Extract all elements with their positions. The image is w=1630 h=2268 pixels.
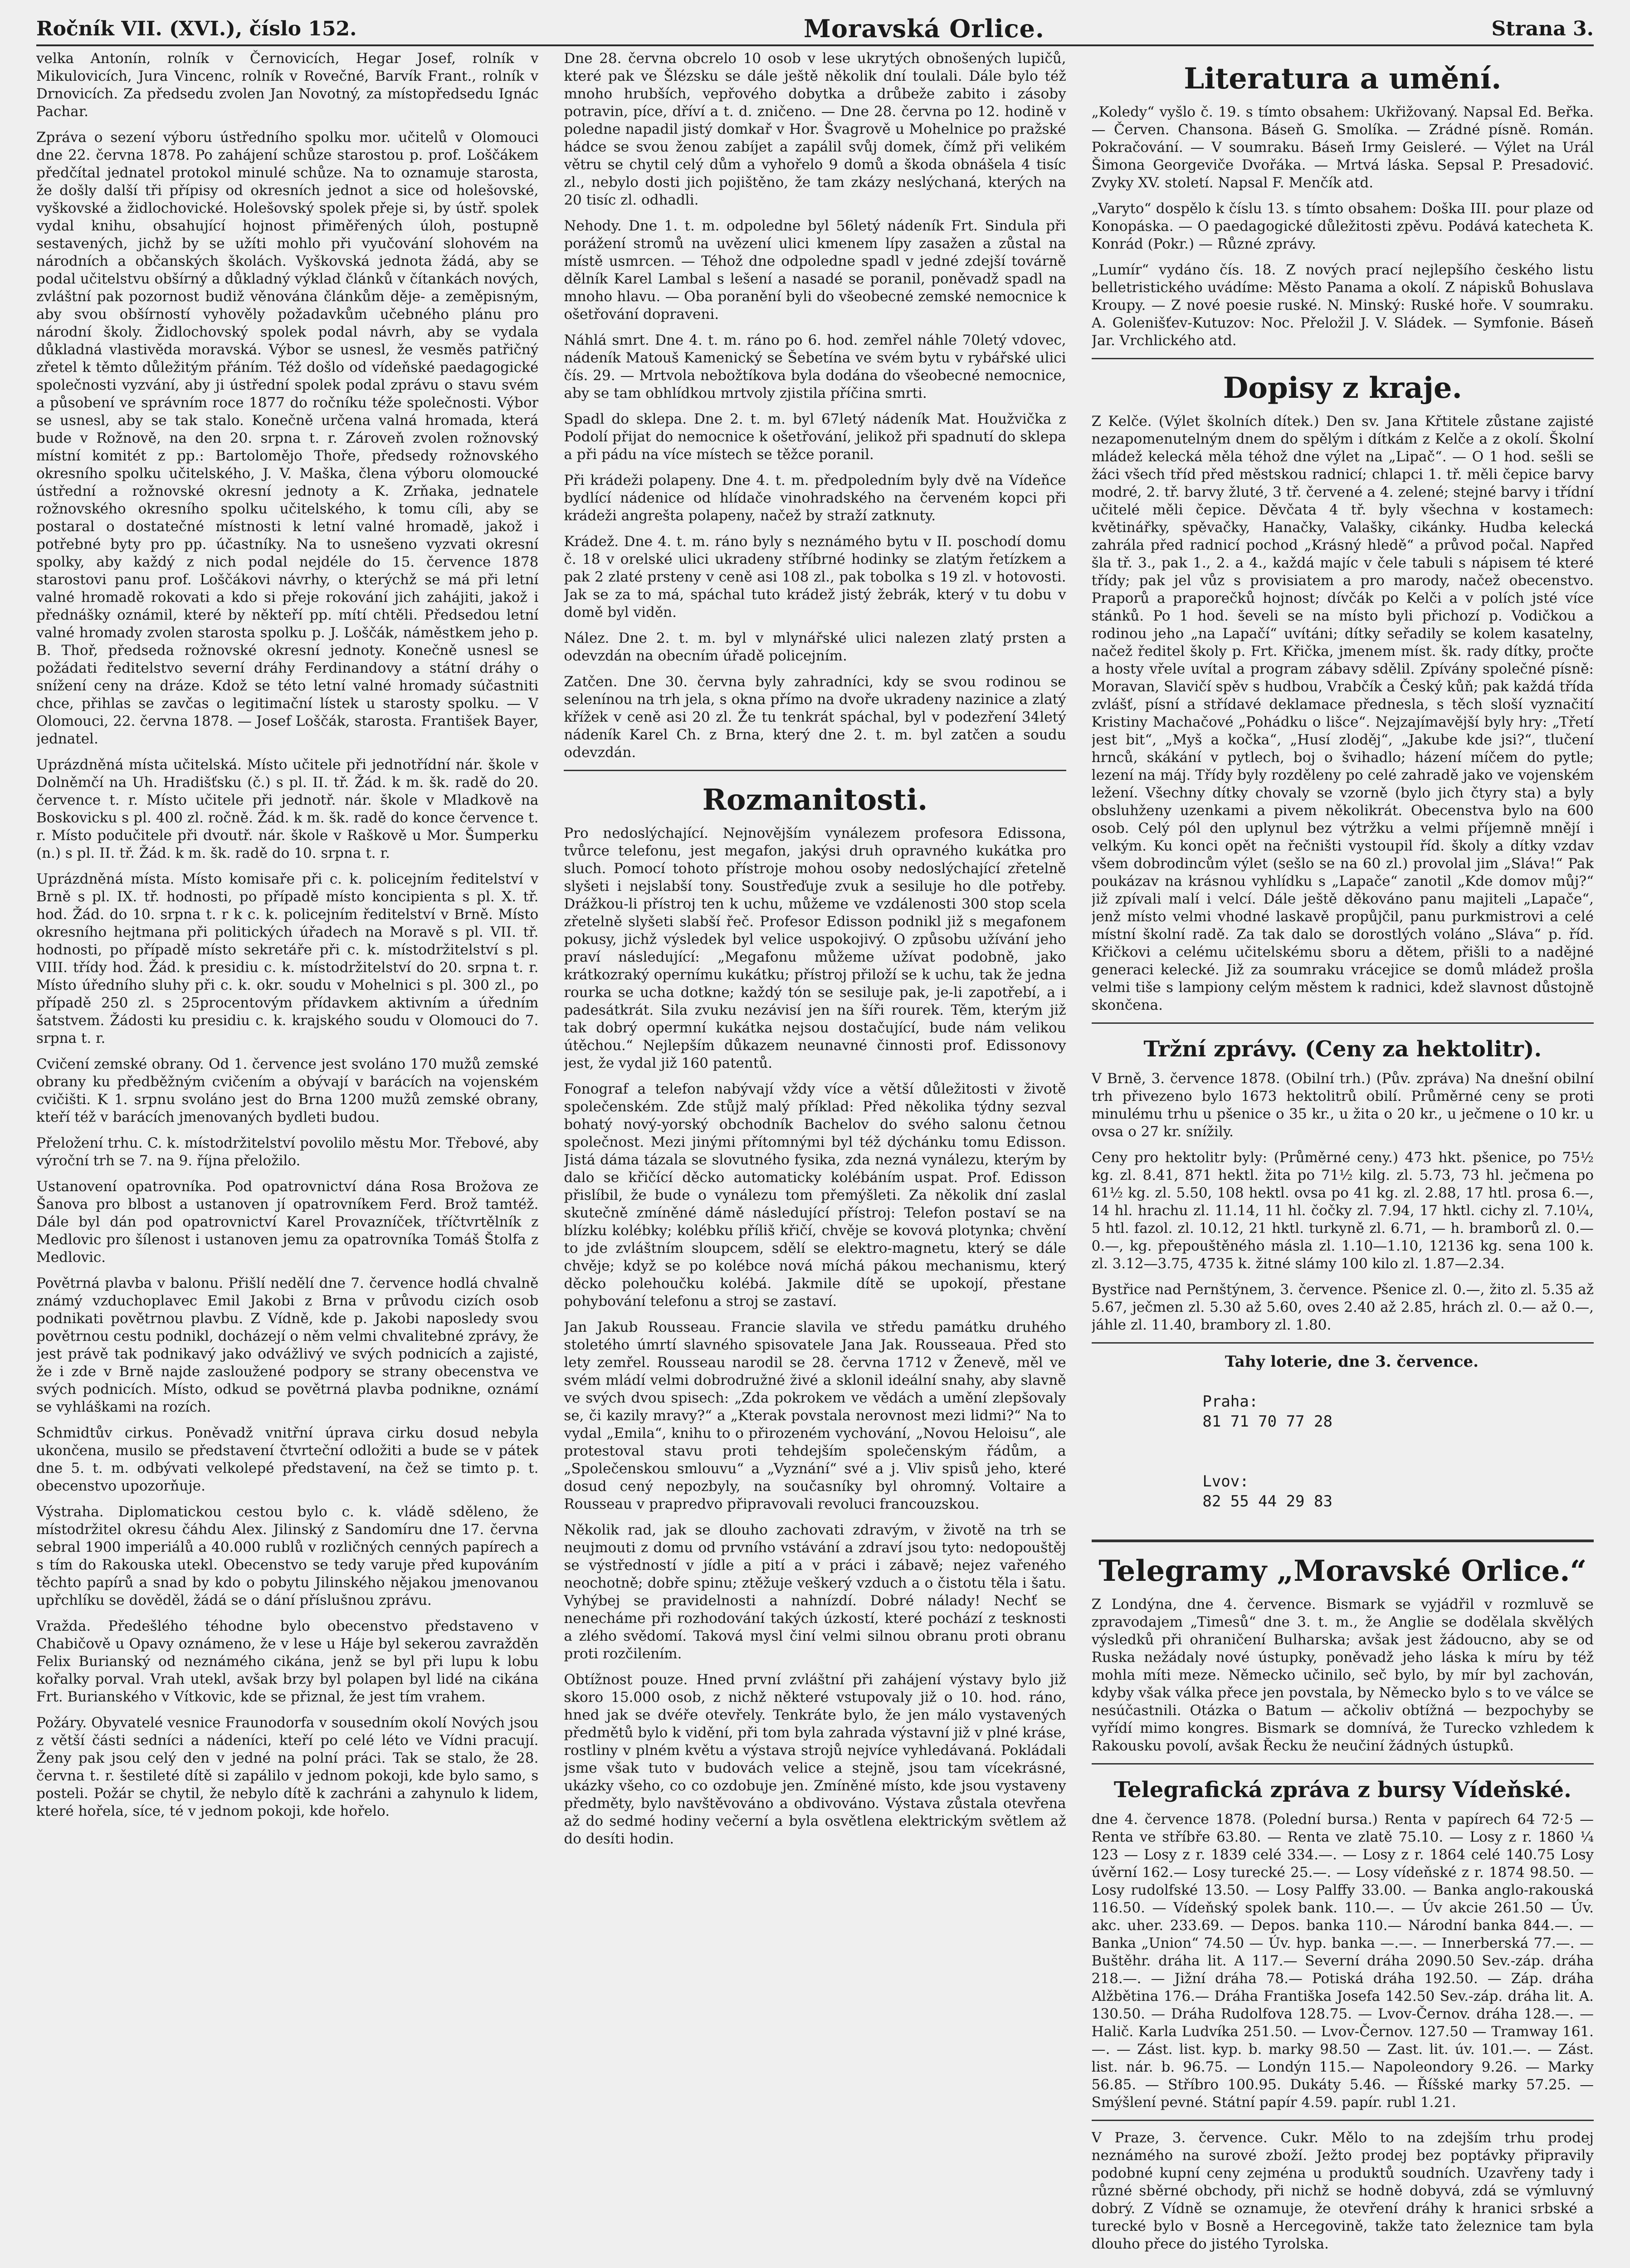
article-paragraph: Výstraha. Diplomatickou cestou bylo c. k. vládě sděleno, že místodržitel okresu čáhdu Alex. Jilinský z Sandomíru dne 17. června sebral 1900 imperiálů a 40.000 rublů v rozličných cenných papírech a s tím do Rakouska utekl. Obecenstvo se tedy varuje před kupováním těchto papírů a snad by kdo o pobytu Jilinského nějakou jmenovanou upřchlíku se dověděl, žádá se o dání příslušnou zprávu. [36,1504,539,1608]
article-paragraph: velka Antonín, rolník v Černovicích, Hegar Josef, rolník v Mikulovicích, Jura Vincenc, rolník v Rovečné, Barvík Frant., rolník v Drnovicích. Za předsedu zvolen Jan Novotný, za místopředsedu Ignác Pachar. [36,50,539,120]
article-paragraph: V Praze, 3. července. Cukr. Mělo to na zdejším trhu prodej neznámého na surové zboží. Ježto prodej bez poptávky připravily podobné kupní ceny zejména u produktů soudních. Uzavřeny tady i různé sběrné obchody, při nichž se hodně dobyvá, zdá se výmluvný dobrý. Z Vídně se oznamuje, že otevření dráhy k hranici srbské a turecké bylo v Bosně a Hercegovině, takže tato železnice tam byla dlouho přece do jistého Tyrolska. [1091,2130,1594,2252]
article-paragraph: Bystřice nad Pernštýnem, 3. července. Pšenice zl. 0.—, žito zl. 5.35 až 5.67, ječmen zl. 5.30 až 5.60, oves 2.40 až 2.85, hrách zl. 0.— až 0.—, jáhle zl. 11.40, brambory zl. 1.80. [1091,1281,1594,1333]
column-1 [36,50,538,2268]
article-paragraph: Ceny pro hektolitr byly: (Průměrné ceny.) 473 hkt. pšenice, po 75½ kg. zl. 8.41, 871 hektl. žita po 71½ kilg. zl. 5.73, 73 hl. ječmena po 61½ kg. zl. 5.50, 108 hektl. ovsa po 41 kg. zl. 2.88, 17 htl. prosa 6.—, 14 hl. hrachu zl. 11.14, 11 hl. čočky zl. 7.94, 17 hktl. cichy zl. 7.10¼, 5 htl. fazol. zl. 10.12, 21 hktl. turkyně zl. 6.71, — h. bramborů zl. 0.—0.—, kg. přepouštěného másla zl. 1.10—1.10, 12136 kg. sena 100 k. zl. 3.12—3.75, 4735 k. žitné slámy 100 kilo zl. 1.87—2.34. [1091,1149,1594,1272]
lottery-row [1110,1452,1594,1531]
section-divider [564,770,1066,771]
article-paragraph: Nehody. Dne 1. t. m. odpoledne byl 56letý nádeník Frt. Sindula při porážení stromů na uvězení ulici kmenem lípy zasažen a zůstal na místě usmrcen. — Téhož dne odpoledne spadl v jedné zdejší továrně dělník Karel Lambal s lešení a nasadé se poranil, poněvadž spadl na mnoho hlavu. — Oba poranění byli do všeobecné zemské nemocnice k ošetřování dopraveni. [564,218,1066,323]
section-heading-rozmanitosti: Rozmanitosti. [702,783,928,817]
article-paragraph: Pro nedoslýchající. Nejnovějším vynálezem profesora Edissona, tvůrce telefonu, jest megafon, jakýsi druh opravného kukátka pro sluch. Pomocí tohoto přístroje mohou osoby nedoslýchající zřetelně slyšeti i nejslabší tony. Soustřeďuje zvuk a sesiluje ho dle potřeby. Drážkou-li přístroj ten k uchu, můžeme ve vzdálenosti 300 stop scela zřetelně slyšeti slabší řeč. Profesor Edisson podnikl již s megafonem pokusy, jichž výsledek byl velice uspokojivý. O způsobu užívání jeho praví následující: „Megafonu můžeme užívat podobně, jako krátkozraký opernímu kukátku; přístroj přiloží se k uchu, tak že jedna rourka se ucha dotkne; každý tón se sesiluje pak, je-li zapotřebí, a i padesátkrát. Sila zvuku nezávisí jen na šíři rourek. Těm, kterým již tak dobrý opermní kukátka nejsou dostačující, bude nám velikou útěchou.“ Nejlepším důkazem neunavné činnosti prof. Edissonovy jest, že vydal již 160 patentů. [564,825,1066,1071]
article-paragraph: Zatčen. Dne 30. června byly zahradníci, kdy se svou rodinou se selenínou na trh jela, s okna přímo na dvoře ukradeny nazinice a zlatý křížek v ceně asi 20 zl. Že tu tenkrát spáchal, byl v podezření 34letý nádeník Karel Ch. z Brna, který dne 2. t. m. byl zatčen a soudu odevzdán. [564,674,1066,761]
article-paragraph: Krádež. Dne 4. t. m. ráno byly s neznámého bytu v II. poschodí domu č. 18 v orelské ulici ukradeny stříbrné hodinky se zlatým řetízkem a pak 2 zlaté prsteny v ceně asi 108 zl., pak tobolka s 19 zl. v hotovosti. Jak se za to má, spáchal tuto krádež jistý žebrák, který v tu dobu v domě byl viděn. [564,533,1066,621]
article-paragraph: dne 4. července 1878. (Polední bursa.) Renta v papírech 64 72·5 — Renta ve stříbře 63.80. — Renta ve zlatě 75.10. — Losy z r. 1860 ¼ 123 — Losy z r. 1839 celé 334.—. — Losy z r. 1864 celé 140.75 Losy úvěrní 162.— Losy turecké 25.—. — Losy vídeňské z r. 1874 98.50. — Losy rudolfské 13.50. — Losy Palffy 33.00. — Banka anglo-rakouská 116.50. — Vídeňský spolek bank. 110.—. — Úv akcie 261.50 — Úv. akc. uher. 233.69. — Depos. banka 110.— Národní banka 844.—. — Banka „Union“ 74.50 — Úv. hyp. banka —.—. — Innerberská 77.—. — Buštěhr. dráha lit. A 117.— Severní dráha 2090.50 Sev.-záp. dráha 218.—. — Jižní dráha 78.— Potiská dráha 192.50. — Záp. dráha Alžbětina 176.— Dráha Františka Josefa 142.50 Sev.-záp. dráha lit. A. 130.50. — Dráha Rudolfova 128.75. — Lvov-Černov. dráha 128.—. — Halič. Karla Ludvíka 251.50. — Lvov-Černov. 127.50 — Tramway 161.—. — Zást. list. kyp. b. marky 98.50 — Zast. lit. úv. 101.—. — Zást. list. nár. b. 96.75. — Londýn 115.— Napoleondory 9.26. — Marky 56.85. — Stříbro 100.95. Dukáty 5.46. — Říšské marky 57.25. — Smýšlení pevné. Státní papír 4.59. papír. rubl 1.21. [1091,1811,1594,2111]
article-paragraph: Náhlá smrt. Dne 4. t. m. ráno po 6. hod. zemřel náhle 70letý vdovec, nádeník Matouš Kamenický se Šebetína ve svém bytu v rybářské ulici čís. 29. — Mrtvola nebožtíkova byla dodána do všeobecné nemocnice, aby se tam obhlídkou mrtvoly zjistila příčina smrti. [564,332,1066,401]
section-divider [1092,1540,1594,1542]
article-paragraph: Vražda. Předešlého téhodne bylo obecenstvo představeno v Chabičově u Opavy oznámeno, že v lese u Háje byl sekerou zavražděn Felix Burianský od neznámého cikána, jenž se byl při lupu k lobu kořalky porval. Vrah utekl, avšak brzy byl polapen byl lidé na cikána Frt. Burianského v Vítkovic, kde se přiznal, že jest tím vrahem. [36,1618,539,1705]
article-paragraph: Jan Jakub Rousseau. Francie slavila ve středu památku druhého stoletého úmrtí slavného spisovatele Jana Jak. Rousseaua. Před sto lety zemřel. Rousseau narodil se 28. června 1712 v Ženevě, měl ve svém mládí velmi dobrodružné živé a sklonil ideální snahy, aby slavně ve svých dvou spisech: „Zda pokrokem ve vědách a umění zlepšovaly se, či kazily mravy?“ a „Kterak povstala nerovnost mezi lidmi?“ Na to vydal „Emila“, knihu to o přirozeném vychování, „Novou Heloisu“, ale protestoval stavu proti tehdejším společenským řádům, a „Společenskou smlouvu“ a „Vyznání“ své a j. Vliv spisů jeho, které dosud cený nepozbyly, na současníky byl ohromný. Voltaire a Rousseau v prapredvo připravovali revoluci francouzskou. [564,1319,1066,1512]
article-paragraph: Z Kelče. (Výlet školních dítek.) Den sv. Jana Křtitele zůstane zajisté nezapomenutelným dnem do spělým i dítkám z Kelče a z okolí. Školní mládež kelecká měla téhož dne výlet na „Lipač“. — O 1 hod. sešli se žáci všech tříd před městskou radnicí; chlapci 1. tř. měli čepice barvy modré, 2. tř. barvy žluté, 3 tř. červené a 4. zelené; stejné barvy i třídní učitelé měli čepice. Děvčata 4 tř. byly všechna v kostamech: květinářky, spěvačky, Hanačky, Valašky, cikánky. Hudba kelecká zahrála před radnicí pochod „Krásný hledě“ a průvod počal. Napřed šla tř. 3., pak 1., 2. a 4., každá majíc v čele tabuli s nápisem té které třídy; pak jel vůz s provisiatem a pro marody, načež obecenstvo. Praporů a praporečků hojnost; dívčák po Kelči a v polích jsté více stánků. Po 1 hod. ševeli se na místo byli přichozí p. Vodičkou a rodinou jeho „na Lapačí“ uvítáni; dítky seřadily se kolem kasatelny, načež ředitel školy p. Frt. Křička, jmenem míst. šk. rady dítky, pročte a hosty vřele uvítal a program zábavy sdělil. Zpívány společné písně: Moravan, Slavičí spěv s hudbou, Vrabčík a Český kůň; pak každá třída zvlášť, písní a střídavé deklamace přednesla, s těch sloší vyznačití Kristiny Machačové „Pohádku o lišce“. Nejzajímavější byly hry: „Třetí jest bit“, „Myš a kočka“, „Husí zloděj“, „Jakube kde jsi?“, tlučení hrnců, skákání v pytlech, boj o švihadlo; házení míčem do pytle; lezení na máj. Třídy byly rozděleny po celé zahradě jako ve vojenském ležení. Všechny dítky chovaly se vzorně (bylo jich čtyry sta) a byly obsluhženy uzenkami a pivem několikrát. Obecenstva bylo na 600 osob. Celý pól den uplynul bez výtržku a velmi příjemně mnějí i velkým. Ku konci opět na řečništi vystoupil říd. školy a dítky vzdav všem dobrodincům výlet (sešlo se na 60 zl.) provolal jim „Sláva!“ Pak poukázav na krásnou vyhlídku s „Lapače“ zanotil „Kde domov můj?“ již zpívali malí i velcí. Dále ještě děkováno panu majiteli „Lapače“, jenž místo velmi vhodné laskavě propůjčil, panu purkmistrovi a celé místní školní radě. Za tak dalo se dorostlých voláno „Sláva“ p. říd. Křičkovi a celému učitelskému sboru a dětem, přišli to a nadějné generaci kelecké. Již za soumraku vrácejice se domů mládež prošla velmi tiše s lampiony celým městem k radnici, kdež slavnost důstojně skončena. [1091,413,1594,1013]
article-paragraph: Ustanovení opatrovníka. Pod opatrovnictví dána Rosa Brožova ze Šanova pro blbost a ustanoven jí opatrovníkem Ferd. Brož tamtéž. Dále byl dán pod opatrovnictví Karel Provazníček, tříčtvrtělník z Medlovic pro šílenost i ustanoven jemu za opatrovníka Tomáš Štolfa z Medlovic. [36,1178,539,1266]
section-heading-dopisy: Dopisy z kraje. [1223,371,1462,405]
lottery-title: Tahy loterie, dne 3. července. [1225,1353,1479,1371]
article-paragraph: Požáry. Obyvatelé vesnice Fraunodorfa v sousedním okolí Nových jsou z větší části sedníci a nádeníci, kteří po celé léto ve Vídni pracují. Ženy pak jsou celý den v jedné na polní práci. Tak se stalo, že 28. června t. r. šestileté dítě si zapálilo v jednom pokoji, kde bylo samo, s posteli. Požár se chytil, že nebylo dítě k zachráni a zahynulo k lidem, které hořela, síce, té v jednom pokoji, kde hořelo. [36,1715,539,1819]
section-divider [1092,1342,1594,1344]
article-paragraph: Schmidtův cirkus. Poněvadž vnitřní úprava cirku dosud nebyla ukončena, musilo se představení čtvrteční odložiti a bude se v pátek dne 5. t. m. odbývati velkolepé představení, na čež se timto p. t. obecenstvo upozorňuje. [36,1425,539,1494]
lottery-numbers: 82 55 44 29 83 [1202,1492,1332,1510]
section-divider [1092,1763,1594,1765]
page-number: Strana 3. [1491,17,1594,40]
section-heading-market: Tržní zprávy. (Ceny za hektolitr). [1143,1036,1542,1062]
article-paragraph: Přeložení trhu. C. k. místodržitelství povolilo městu Mor. Třebové, aby výroční trh se 7. na 9. října přeložilo. [36,1135,539,1169]
article-paragraph: Zpráva o sezení výboru ústředního spolku mor. učitelů v Olomouci dne 22. června 1878. Po zahájení schůze starostou p. prof. Loščákem předčítal jednatel protokol minulé schůze. Na to oznamuje starosta, že došly další tři přípisy od okresních jednot a sice od holešovské, vyškovské a židlochovické. Holešovský spolek přeje si, by ústř. spolek vydal knihu, obsahující hojnost přiměřených úloh, postupně sestavených, jichž by se užíti mohlo při vyučování slohovém na národních a občanských školách. Vyškovská jednota žádá, aby se podal učitelstvu obšírný a důkladný výklad článků v čítankách nových, zvláštní pak pozornost budiž věnována článkům děje- a zeměpisným, aby svou obšírností vyhověly požadavkům učebného plánu pro národní školy. Židlochovský spolek podal návrh, aby se vydala důkladná vlastivěda moravská. Výbor se usnesl, že vesměs patřičný zřetel k těmto důležitým přáním. Též došlo od vídeňské paedagogické společnosti vyzvání, aby ji ústřední spolek podal zprávu o stavu svém a působení ve správním roce 1877 do ročníku téže společnosti. Výbor se usnesl, aby se tak stalo. Konečně určena valná hromada, která bude v Rožnově, na den 20. srpna t. r. Zároveň zvolen rožnovský místní komitét z pp.: Bartolomějo Thoře, předsedy rožnovského okresního spolku učitelského, J. V. Maška, člena výboru olomoucké ústřední a rožnovské okresní jednoty a K. Zrňaka, jednatele rožnovského okresního spolku učitelského, k tomu cíli, aby se postaral o dostatečné místnosti k letní valné hromadě, jakož i potřebné byty pro pp. účastníky. Na to usnešeno vyzvati okresní spolky, aby každý z nich podal nejdéle do 15. července 1878 starostovi panu prof. Loščákovi návrhy, o kterýchž se má při letní valné hromadě rokovati a kdo si přeje rokování jich zahájiti, jakož i přednášky oznámil, které by někteří pp. mítí chtěli. Předsedou letní valné hromady zvolen starosta spolku p. J. Loščák, náměstkem jeho p. B. Thoř, předseda rožnovské okresní jednoty. Konečně usnesl se požádati ředitelstvo severní dráhy Ferdinandovy a státní dráhy o snížení ceny na dráze. Kdož se této letní valné hromady súčastniti chce, přihlas se zavčas o legitimační lístek u starosty spolku. — V Olomouci, 22. června 1878. — Josef Loščák, starosta. František Bayer, jednatel. [36,129,539,747]
article-paragraph: „Varyto“ dospělo k číslu 13. s tímto obsahem: Doška III. pour plaze od Konopáska. — O paedagogické důležitosti zpěvu. Podává katecheta K. Konrád (Pokr.) — Různé zprávy. [1091,200,1594,252]
page-header [36,13,1594,46]
section-divider [1092,1022,1594,1024]
article-paragraph: Několik rad, jak se dlouho zachovati zdravým, v životě na trh se neujmouti z domu od prvního vstávání a zdraví jsou tyto: nedopouštěj se výstředností v jídle a pití a v práci i zábavě; nejez vařeného neochotně; dobře spinu; ztěžuje veškerý vzduch a o čistotu těla i šatu. Vyhýbej se pravidelnosti a nahnízdí. Dobré nálady! Nechť se nenecháme při rozhodování takých úzkostí, které pochází z tesknosti a zlého svědomí. Taková mysl činí velmi silnou obranu proti obranu proti rozčilením. [564,1522,1066,1662]
section-heading-bursa: Telegrafická zpráva z bursy Vídeňské. [1113,1777,1571,1803]
lottery-results [1110,1352,1594,1531]
section-divider [1092,358,1594,359]
article-paragraph: V Brně, 3. července 1878. (Obilní trh.) (Pův. zpráva) Na dnešní obilní trh přivezeno bylo 1673 hektolitrů obilí. Průměrné ceny se proti minulému trhu u pšenice o 35 kr., u žita o 20 kr., u ječmene o 10 kr. u ovsa o 27 kr. snížily. [1091,1070,1594,1140]
article-paragraph: Při krádeži polapeny. Dne 4. t. m. předpoledním byly dvě na Vídeňce bydlící nádenice od hlídače vinohradského na červeném kopci při krádeži angrešta polapeny, načež by straží zatknuty. [564,472,1066,524]
article-paragraph: Spadl do sklepa. Dne 2. t. m. byl 67letý nádeník Mat. Houžvička z Podolí přijat do nemocnice k ošetřování, jelikož při spadnutí do sklepa a při pádu na více místech se těžce poranil. [564,411,1066,463]
lottery-city: Praha: [1202,1393,1259,1411]
column-2 [564,50,1066,2268]
article-paragraph: Uprázdněná místa. Místo komisaře při c. k. policejním ředitelství v Brně s pl. IX. tř. hodnosti, po případě místo koncipienta s pl. X. tř. hod. Žád. do 10. srpna t. r k c. k. policejním ředitelství v Brně. Místo okresního hejtmana při politických úřadech na Moravě s pl. VII. tř. hodnosti, po případě místo sekretáře při c. k. místodržitelství s pl. VIII. třídy hod. Žád. k presidiu c. k. místodržitelství do 20. srpna t. r. Místo úředního sluhy při c. k. okr. soudu v Mohelnici s pl. 300 zl., po případě 250 zl. s 25procentovým přídavkem aktivním a úředním šatstvem. Žádosti ku presidiu c. k. krajského soudu v Olomouci do 7. srpna t. r. [36,871,539,1046]
section-heading-literatura: Literatura a umění. [1184,62,1502,96]
lottery-city: Lvov: [1202,1472,1249,1491]
article-paragraph: Z Londýna, dne 4. července. Bismark se vyjádřil v rozmluvě se zpravodajem „Timesů“ dne 3. t. m., že Anglie se dodělala skvělých výsledků při ohraničení Bulharska; avšak jest žádoucno, aby se od Ruska nežádaly nové ústupky, poněvadž jeho láska k míru by též mohla míti meze. Německo učinilo, seč bylo, by mír byl zachován, kdyby však válka přece jen povstala, by Německo bylo s to ve válce se nesúčastnili. Otázka o Batum — ačkoliv obtížná — bezpochyby se vyřídí mimo kongres. Bismark se domnívá, že Turecko vzhledem k Rakousku povolí, avšak Řecku že neučiní žádných ústupků. [1091,1596,1594,1754]
article-paragraph: Nález. Dne 2. t. m. byl v mlynářské ulici nalezen zlatý prsten a odevzdán na obecním úřadě policejním. [564,630,1066,664]
lottery-row [1110,1372,1594,1452]
article-paragraph: Dne 28. června obcrelo 10 osob v lese ukrytých obnošených lupičů, které pak ve Šlézsku se dále ještě několik dní toulali. Dále bylo též mnoho hrubších, vepřového dobytka a drůbeže zabito i zásoby potravin, píce, dříví a t. d. zničeno. — Dne 28. června po 12. hodině v poledne napadil jistý domkař v Hor. Švagrově u Mohelnice po pražské hádce se svou ženou zabíjet a zapálil svůj domek, čímž při velikém větru se chytil celý dům a vyhořelo 9 domů a škoda obnášela 4 tisíc zl., nebylo dosti jich pojištěno, že tam zkázy neslýchaná, kterých na 20 tisíc zl. odhadli. [564,50,1066,208]
section-divider [1092,2120,1594,2121]
article-paragraph: Fonograf a telefon nabývají vždy více a větší důležitosti v životě společenském. Zde stůjž malý příklad: Před několika týdny sezval bohatý nový-yorský obchodník Bachelov do svého salonu četnou společnost. Mezi jinými přítomnými byl též dýchánku tomu Edisson. Jistá dáma tázala se slovutného fysika, zda nezná vynálezu, kterým by dalo se křičící děcko automaticky kolébáním uspat. Prof. Edisson přislíbil, že bude o vynálezu tom přemýšleti. Za několik dní zaslal skutečně zmíněné dámě následující přístroj: Telefon postaví se na blízku kolébky; kolébku příliš křičí, chvěje se kovová plotynka; chvění to jde zvláštním sloupcem, sdělí se elektro-magnetu, který se dále chvěje; když se po kolébce nová míchá pákou mechanismu, který děcko polehoučku kolébá. Jakmile dítě se upokojí, přestane pohybování telefonu a stroj se zastaví. [564,1081,1066,1310]
column-3 [1092,50,1594,2268]
article-paragraph: Povětrná plavba v balonu. Přišlí nedělí dne 7. července hodlá chvalně známý vzduchoplavec Emil Jakobi z Brna v průvodu cizích osob podnikati povětrnou plavbu. Z Vídně, kde p. Jakobi naposledy svou povětrnou cestu podnikl, docházejí o něm velmi chvalitebné zprávy, že jest právě tak podnikavý jako odvážlivý ve svých podnicích a zajisté, že i zde v Brně najde zasloužené podpory se strany obecenstva ve svých podnicích. Místo, odkud se povětrná plavba podnikne, oznámí se vyhláškami na rozích. [36,1275,539,1415]
article-paragraph: Obtížnost pouze. Hned první zvláštní při zahájení výstavy bylo již skoro 15.000 osob, z nichž některé vstupovaly již o 10. hod. ráno, hned jak se dvéře otevřely. Tenkráte bylo, že jen málo vystavených předmětů bylo k vidění, při tom byla zahrada výstavní již v plné kráse, rostliny v plném květu a výstava strojů nejvíce vyhledávaná. Pokládali jsme však tuto v budovách velice a stejně, jsou tam vícekrásné, ukázky všeho, co co ozdobuje jen. Zmíněné místo, kde jsou vystaveny předměty, bylo navštěvováno a obdivováno. Výstava zůstala otevřena až do sedmé hodiny večerní a byla osvětlena elektrickým světlem až do desíti hodin. [564,1672,1066,1847]
columns [36,50,1594,2268]
article-paragraph: Cvičení zemské obrany. Od 1. července jest svoláno 170 mužů zemské obrany ku předběžným cvičením a obývají v barácích na vojenském cvičišti. K 1. srpnu svoláno jest do Brna 1200 mužů zemské obrany, kteří též v barácích jmenovaných bydleti budou. [36,1056,539,1125]
issue-label: Ročník VII. (XVI.), číslo 152. [36,17,357,40]
masthead-title: Moravská Orlice. [804,14,1044,43]
article-paragraph: „Koledy“ vyšlo č. 19. s tímto obsahem: Ukřižovaný. Napsal Ed. Beřka. — Červen. Chansona. Báseň G. Smolíka. — Zrádné písně. Román. Pokračování. — V soumraku. Báseň Irmy Geisleré. — Výlet na Urál Šimona Georgeviče Dvořáka. — Mrtvá láska. Sepsal P. Presadović. Zvyky XV. století. Napsal F. Menčík atd. [1091,104,1594,191]
lottery-numbers: 81 71 70 77 28 [1202,1413,1332,1431]
section-heading-telegramy: Telegramy „Moravské Orlice.“ [1098,1554,1587,1588]
article-paragraph: „Lumír“ vydáno čís. 18. Z nových prací nejlepšího českého listu belletristického uvádíme: Město Panama a okolí. Z nápisků Bohuslava Kroupy. — Z nové poesie ruské. N. Minský: Ruské hoře. V soumraku. A. Golenišťev-Kutuzov: Noc. Přeložil J. V. Sládek. — Symfonie. Báseň Jar. Vrchlického atd. [1091,262,1594,349]
article-paragraph: Uprázdněná místa učitelská. Místo učitele při jednotřídní nár. škole v Dolněmčí na Uh. Hradišťsku (č.) s pl. II. tř. Žád. k m. šk. radě do 20. července t. r. Místo učitele při jednotř. nár. škole v Mladkově na Boskovicku s pl. 400 zl. ročně. Žád. k m. šk. radě do konce července t. r. Místo podučitele při dvoutř. nár. škole v Raškově u Mor. Šumperku (n.) s pl. II. tř. Žád. k m. šk. radě do 10. srpna t. r. [36,757,539,861]
